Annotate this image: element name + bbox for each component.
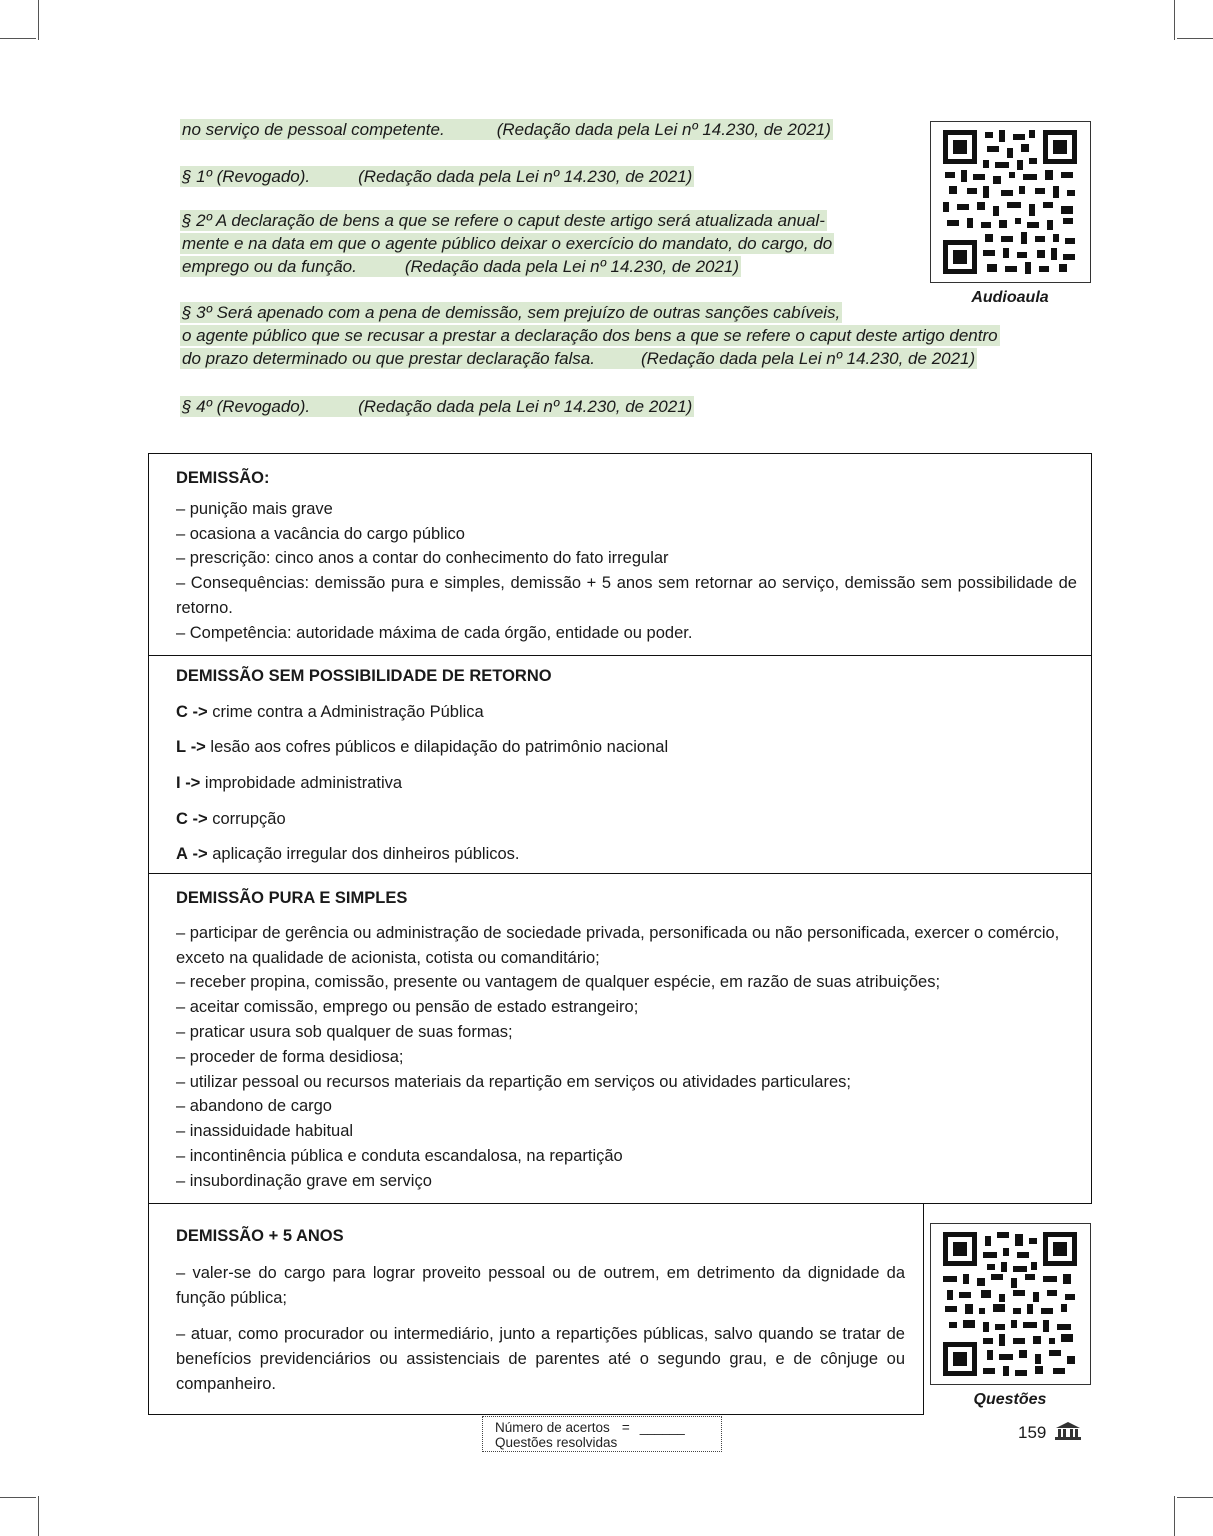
list-item: – Consequências: demissão pura e simples, demissão + 5 anos sem retornar ao serviço, demissão sem possibilidade de retorno. — [176, 574, 1077, 617]
list-item: – praticar usura sob qualquer de suas formas; — [176, 1022, 513, 1041]
list-item: – valer-se do cargo para lograr proveito pessoal ou de outrem, em detrimento da dignidade da função pública; — [176, 1263, 905, 1307]
qr-caption-questoes: Questões — [973, 1391, 1047, 1408]
box-title: DEMISSÃO PURA E SIMPLES — [176, 889, 408, 907]
list-item: – inassiduidade habitual — [176, 1122, 354, 1141]
crop-mark — [1177, 1497, 1213, 1498]
list-item: – abandono de cargo — [176, 1097, 332, 1116]
crop-mark — [0, 38, 36, 39]
crop-mark — [38, 0, 39, 40]
box-demissao — [148, 453, 1092, 656]
list-item: – punição mais grave — [176, 499, 333, 518]
score-equals: = — [621, 1420, 630, 1435]
list-item: – utilizar pessoal ou recursos materiais da repartição em serviços ou atividades particulares; — [176, 1072, 851, 1091]
qr-code-questoes[interactable] — [930, 1223, 1091, 1385]
qr-code-icon — [943, 130, 1077, 274]
score-blank: ______ — [639, 1420, 685, 1435]
qr-caption-audioaula: Audioaula — [971, 289, 1049, 306]
list-item: – prescrição: cinco anos a contar do conhecimento do fato irregular — [176, 549, 669, 568]
box-title: DEMISSÃO + 5 ANOS — [176, 1227, 344, 1245]
list-item: C -> corrupção — [176, 809, 286, 828]
crop-mark — [0, 1497, 36, 1498]
score-label-questoes: Questões resolvidas — [495, 1435, 618, 1450]
list-item: – proceder de forma desidiosa; — [176, 1047, 404, 1066]
list-item: – Competência: autoridade máxima de cada órgão, entidade ou poder. — [176, 623, 693, 642]
list-item: – participar de gerência ou administração de sociedade privada, personificada ou não personificada, exercer o comércio, exceto na qualidade de acionista, cotista ou comanditário; — [176, 923, 1060, 967]
crop-mark — [1174, 0, 1175, 40]
box-demissao-5-anos — [148, 1203, 924, 1415]
law-paragraph-0: no serviço de pessoal competente. (Redação dada pela Lei nº 14.230, de 2021) — [182, 120, 831, 139]
page-number: 159 — [1018, 1422, 1083, 1443]
list-item: – insubordinação grave em serviço — [176, 1171, 432, 1190]
crop-mark — [1174, 1496, 1175, 1536]
crop-mark — [38, 1496, 39, 1536]
box-title: DEMISSÃO: — [176, 469, 270, 487]
law-paragraph-4: § 4º (Revogado). (Redação dada pela Lei nº 14.230, de 2021) — [182, 397, 693, 416]
list-item: A -> aplicação irregular dos dinheiros públicos. — [176, 845, 520, 864]
law-paragraph-2: § 2º A declaração de bens a que se refere o caput deste artigo será atualizada anual- mente e na data em que o agente público deixar o exercício do mandato, do cargo, do emprego ou da função. (Redação dada pela Lei nº 14.230, de 2021) — [182, 211, 833, 276]
law-paragraph-1: § 1º (Revogado). (Redação dada pela Lei nº 14.230, de 2021) — [182, 167, 693, 186]
law-paragraph-3: § 3º Será apenado com a pena de demissão, sem prejuízo de outras sanções cabíveis, o agente público que se recusar a prestar a declaração dos bens a que se refere o caput deste artigo dentro do prazo determinado ou que prestar declaração falsa. (Redação dada pela Lei nº 14.230, de 2021) — [182, 303, 998, 368]
qr-code-icon — [943, 1232, 1077, 1376]
list-item: – incontinência pública e conduta escandalosa, na repartição — [176, 1146, 623, 1165]
qr-code-audioaula[interactable] — [930, 121, 1091, 283]
list-item: I -> improbidade administrativa — [176, 773, 403, 792]
box-sem-retorno — [148, 655, 1092, 874]
crop-mark — [1177, 38, 1213, 39]
box-pura-simples — [148, 873, 1092, 1204]
list-item: L -> lesão aos cofres públicos e dilapidação do patrimônio nacional — [176, 738, 669, 757]
building-columns-icon — [1053, 1422, 1083, 1440]
list-item: – atuar, como procurador ou intermediário, junto a repartições públicas, salvo quando se tratar de benefícios previdenciários ou assistenciais de parentes até o segundo grau, e de cônjuge ou companheiro. — [176, 1325, 905, 1393]
box-title: DEMISSÃO SEM POSSIBILIDADE DE RETORNO — [176, 667, 552, 685]
list-item: – ocasiona a vacância do cargo público — [176, 524, 465, 543]
list-item: – aceitar comissão, emprego ou pensão de estado estrangeiro; — [176, 998, 639, 1017]
score-label-acertos: Número de acertos — [495, 1420, 610, 1435]
list-item: – receber propina, comissão, presente ou vantagem de qualquer espécie, em razão de suas atribuições; — [176, 973, 941, 992]
list-item: C -> crime contra a Administração Pública — [176, 702, 484, 721]
score-box — [482, 1416, 722, 1452]
